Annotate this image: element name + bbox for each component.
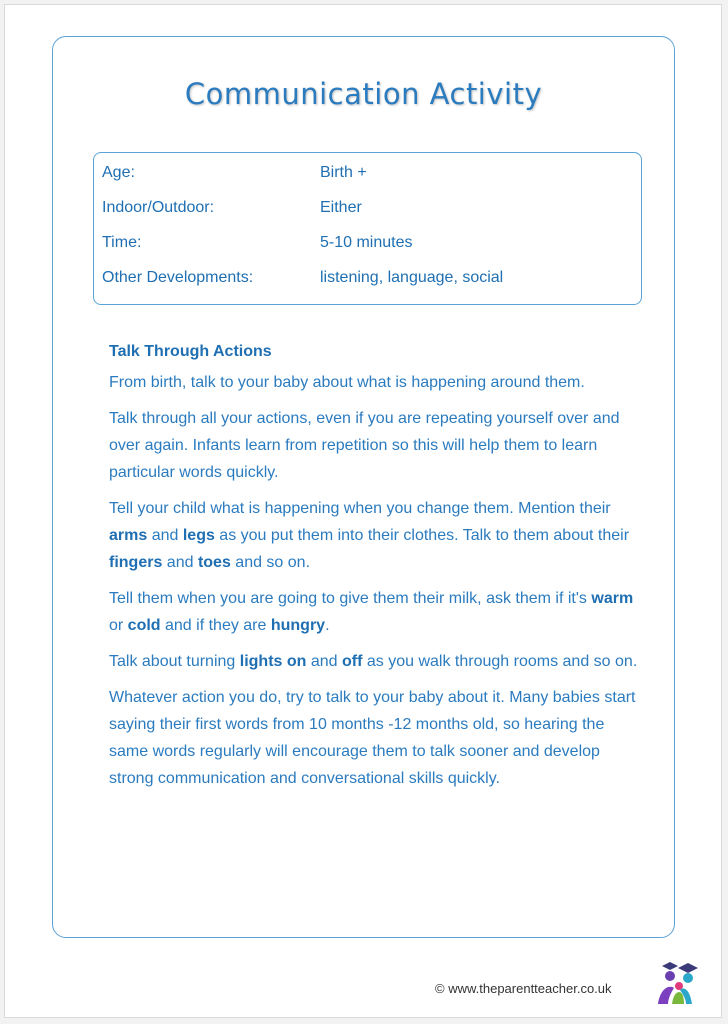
paragraph-3: [109, 495, 639, 576]
keyword-lights-on: lights on: [239, 653, 307, 670]
text-run: and: [162, 554, 198, 571]
paragraph-4: [109, 585, 639, 639]
keyword-toes: toes: [197, 554, 231, 571]
info-label: Age:: [102, 164, 135, 181]
section-title: Talk Through Actions: [109, 343, 272, 360]
text-run: and if they are: [160, 617, 271, 634]
keyword-warm: warm: [591, 590, 634, 607]
info-row-location: [94, 195, 641, 230]
text-run: as you walk through rooms and so on.: [362, 653, 638, 670]
info-row-age: [94, 160, 641, 195]
text-run: .: [325, 617, 330, 634]
activity-card: [52, 36, 675, 938]
keyword-arms: arms: [109, 527, 148, 544]
text-run: and so on.: [230, 554, 311, 571]
keyword-legs: legs: [182, 527, 215, 544]
keyword-hungry: hungry: [270, 617, 326, 634]
page-title: Communication Activity: [184, 77, 543, 111]
text-run: Talk about turning: [109, 653, 240, 670]
info-value: 5-10 minutes: [320, 234, 413, 251]
paragraph-5: [109, 648, 639, 675]
info-row-time: [94, 230, 641, 265]
info-label: Indoor/Outdoor:: [102, 199, 215, 216]
text-run: Tell your child what is happening when you change them. Mention their: [109, 500, 611, 517]
keyword-off: off: [342, 653, 363, 670]
text-run: and: [147, 527, 183, 544]
activity-body: [109, 343, 639, 801]
document-page: [4, 4, 722, 1018]
keyword-cold: cold: [127, 617, 161, 634]
text-run: or: [109, 617, 128, 634]
text-run: Tell them when you are going to give them their milk, ask them if it's: [109, 590, 592, 607]
info-box: [93, 152, 642, 305]
info-value: Birth +: [320, 164, 367, 181]
info-value: Either: [320, 199, 362, 216]
text-run: as you put them into their clothes. Talk to them about their: [214, 527, 630, 544]
info-value: listening, language, social: [320, 269, 504, 286]
text-run: and: [306, 653, 342, 670]
paragraph-6: Whatever action you do, try to talk to your baby about it. Many babies start saying their first words from 10 months -12 months old, so hearing the same words regularly will encourage them to talk sooner and develop strong communication and conversational skills quickly.: [109, 689, 636, 787]
info-row-developments: [94, 265, 641, 300]
info-label: Other Developments:: [102, 269, 254, 286]
paragraph-2: Talk through all your actions, even if you are repeating yourself over and over again. Infants learn from repetition so this will help them to learn particular words quickly.: [109, 410, 620, 481]
paragraph-1: From birth, talk to your baby about what is happening around them.: [109, 374, 585, 391]
keyword-fingers: fingers: [109, 554, 163, 571]
parent-teacher-logo-icon: [648, 960, 702, 1006]
copyright-footer: © www.theparentteacher.co.uk: [435, 981, 612, 996]
info-label: Time:: [102, 234, 142, 251]
